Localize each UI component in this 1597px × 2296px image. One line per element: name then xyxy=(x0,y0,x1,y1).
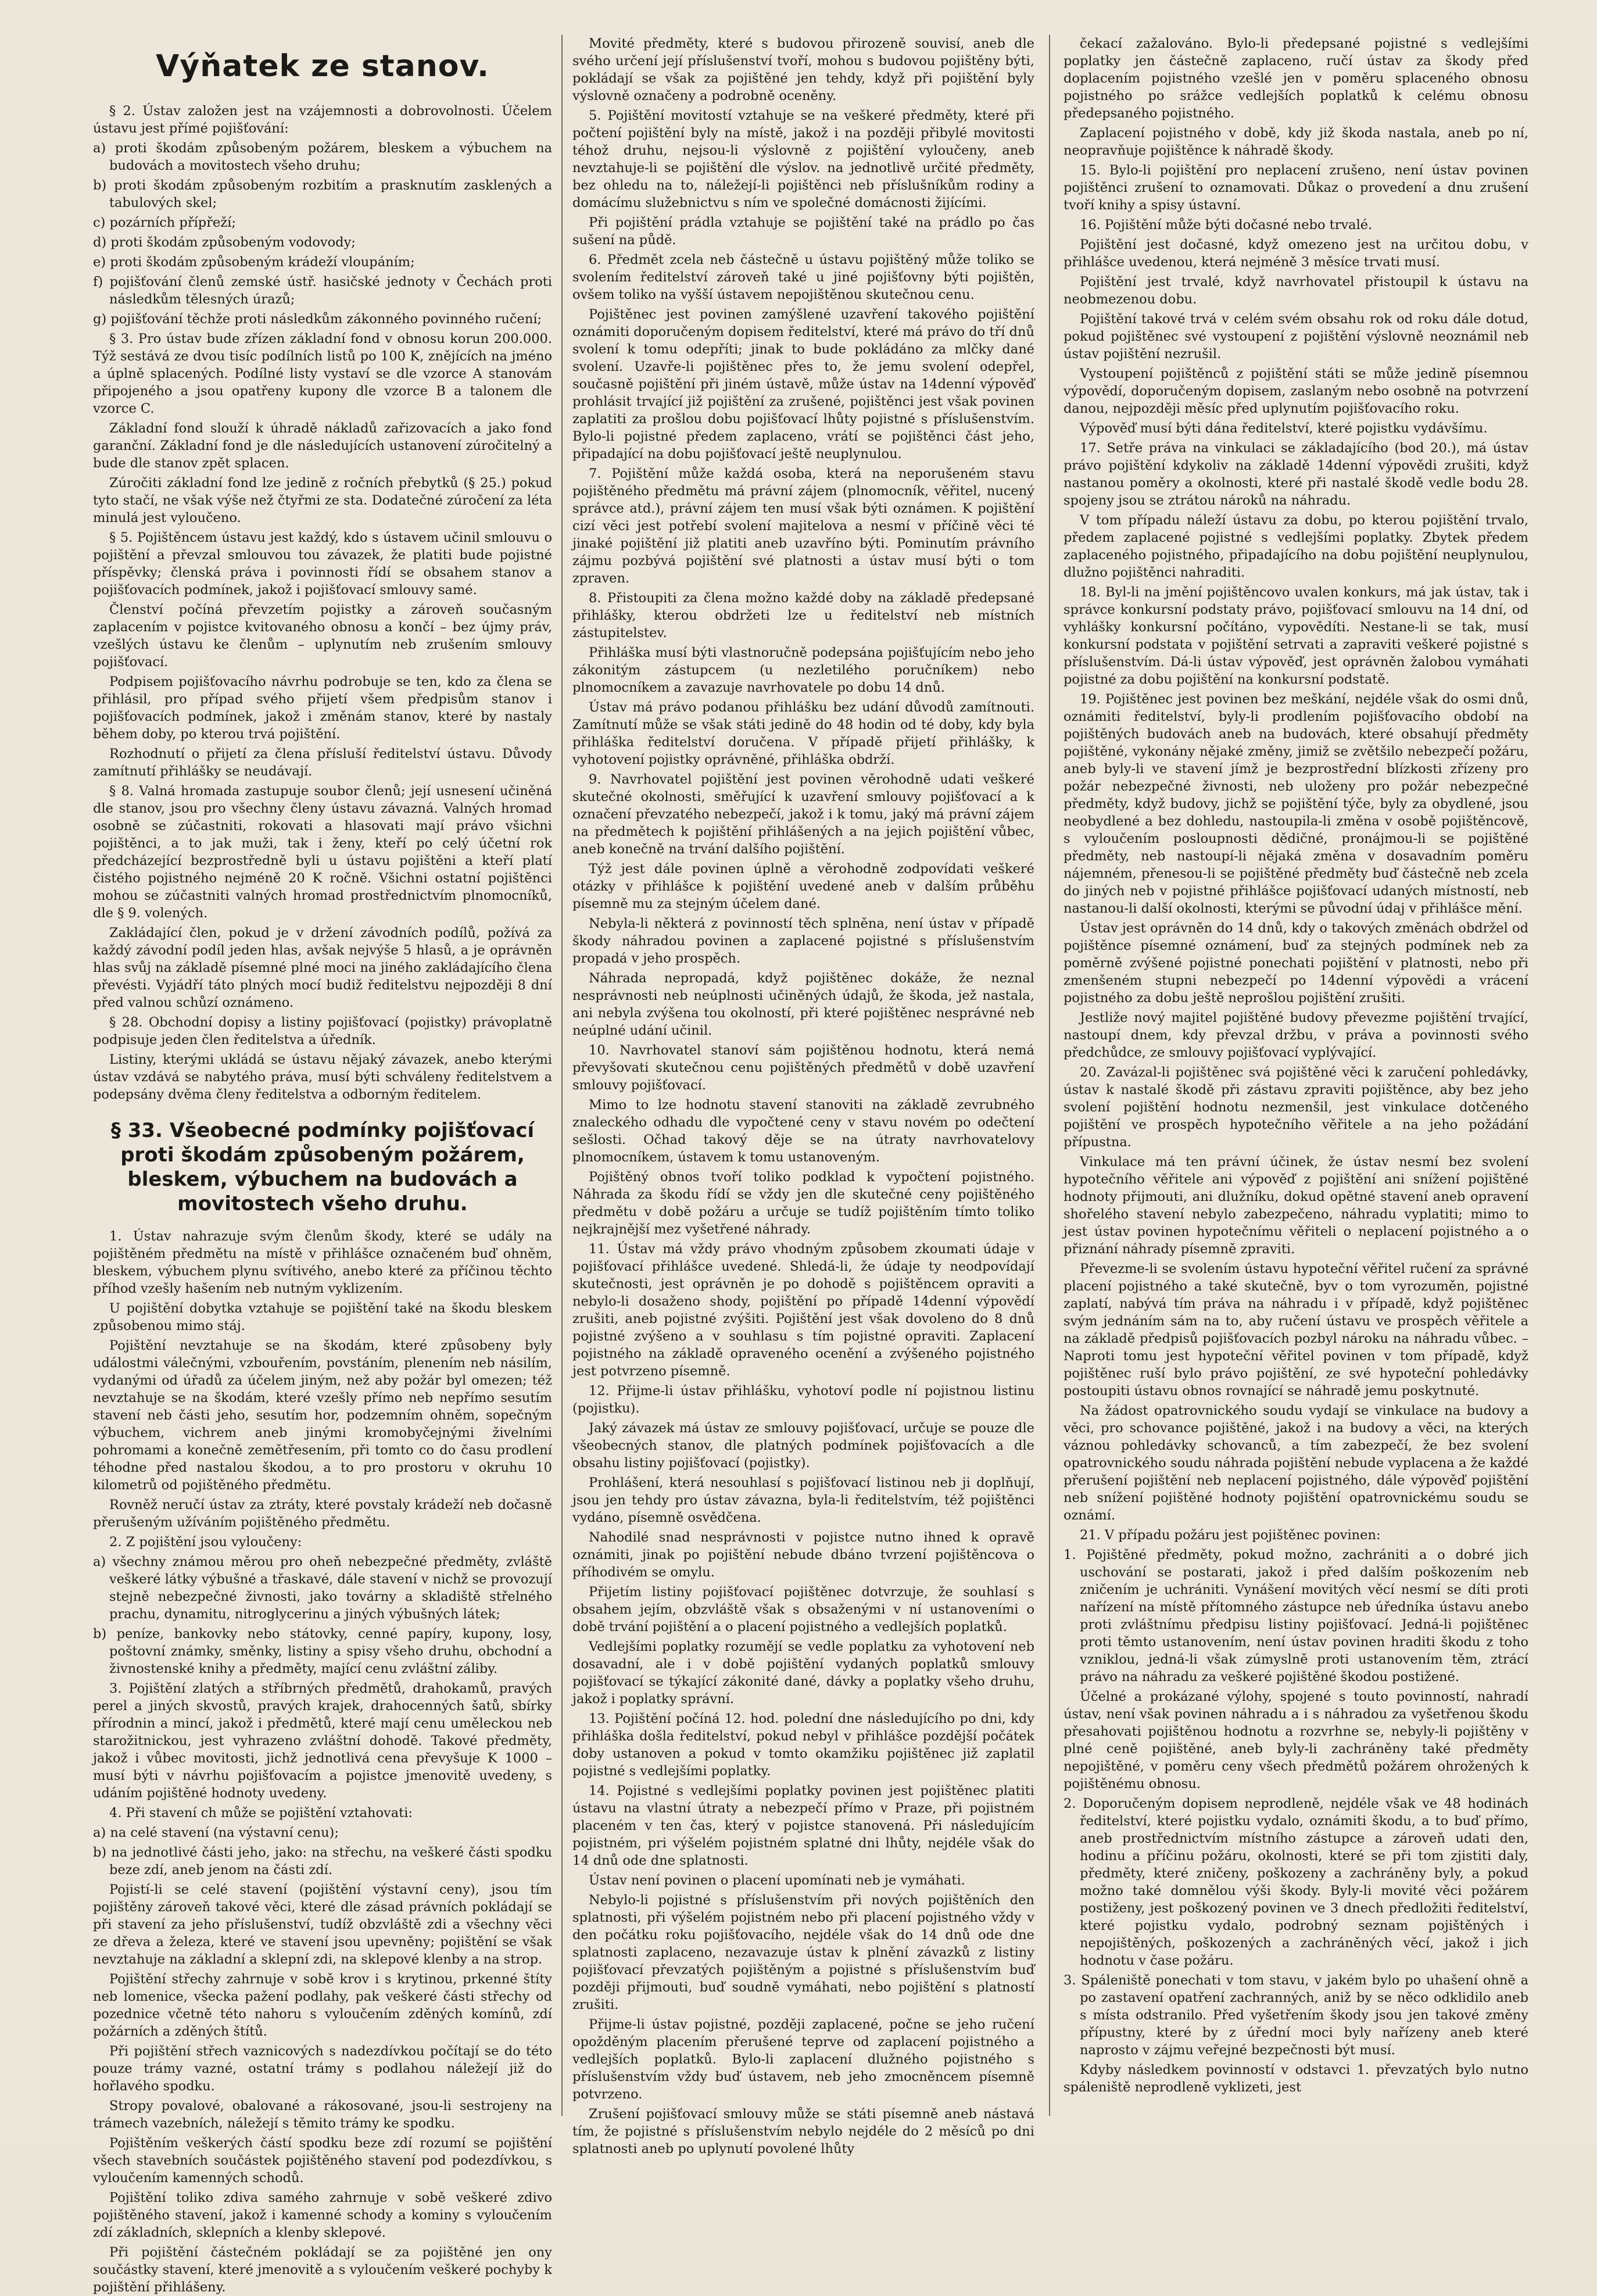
paragraph: 16. Pojištění může býti dočasné nebo trvalé. xyxy=(1080,217,1373,233)
paragraph: Převezme-li se svolením ústavu hypoteční věřitel ručení za správné placení pojistného a také skutečně, byv o tom vyrozuměn, pojistné zaplatí, nabývá tím práva na náhradu i v případě, když pojištěnec svým jednáním sám na to, aby ručení ústavu ve prospěch věřitele a na základě předpisů pojišťovacích pozbyl nároku na náhradu vůbec. – Naproti tomu jest hypoteční věřitel povinen v tom případě, když pojištěnec ruší bylo právo pojištění, ze své hypoteční pohledávky postoupiti ústavu obnos rovnající se náhradě jemu poskytnuté. xyxy=(1064,1261,1528,1399)
paragraph: Přihláška musí býti vlastnoručně podepsána pojišťujícím nebo jeho zákonitým zástupcem (u nezletilého poručníkem) nebo plnomocníkem a zavazuje navrhovatele po dobu 14 dnů. xyxy=(572,645,1034,695)
paragraph: Jaký závazek má ústav ze smlouvy pojišťovací, určuje se pouze dle všeobecných stanov, dle platných podmínek pojišťovacích a dle obsahu listiny pojišťovací (pojistky). xyxy=(572,1421,1034,1471)
paragraph: Rozhodnutí o přijetí za člena přísluší ředitelství ústavu. Důvody zamítnutí přihlášky se neudávají. xyxy=(93,746,552,779)
paragraph: Mimo to lze hodnotu stavení stanoviti na základě zevrubného znaleckého odhadu dle vypočtené ceny v stavu novém po odečtení sešlosti. Očhad takový děje se na útraty navrhovatelovy plnomocníkem, ústavem k tomu ustanoveným. xyxy=(572,1097,1034,1165)
paragraph: b) na jednotlivé části jeho, jako: na střechu, na veškeré části spodku beze zdí, aneb jenom na části zdí. xyxy=(93,1845,552,1877)
paragraph: 5. Pojištění movitostí vztahuje se na veškeré předměty, které při počtení pojištění byly na místě, jakož i na později přibylé movitosti téhož druhu, nejsou-li výslovně z pojištění vyloučeny, aneb nevztahuje-li se pojištění dle výslov. na jednotlivě určité předměty, bez ohledu na to, náležejí-li pojištěnci neb příslušníkům rodiny a domácímu služebnictvu s ním ve společné domácnosti žijícími. xyxy=(572,108,1034,210)
paragraph: Zakládající člen, pokud je v držení závodních podílů, požívá za každý závodní podíl jeden hlas, avšak nejvýše 5 hlasů, a je oprávněn hlas svůj na základě písemné plné moci na jiného zakládajícího člena převésti. Vyjádří táto plných mocí budiž ředitelstvu nejpozději 8 dní před valnou schůzí oznámeno. xyxy=(93,925,552,1010)
paragraph: Na žádost opatrovnického soudu vydají se vinkulace na budovy a věci, pro schovance pojištěné, jakož i na budovy a věci, na kterých váznou pohledávky schovanců, a tím zabezpečí, že bez svolení opatrovnického soudu náhrada pojištění nebude vyplacena a že každé přerušení pojištění neb neplacení pojistného, dále výpověď pojištění neb snížení pojištěné hodnoty pojištění opatrovnickému soudu se oznámí. xyxy=(1064,1403,1528,1523)
paragraph: Pojištění nevztahuje se na škodám, které způsobeny byly událostmi válečnými, vzbouřením, povstáním, plenením neb násilím, vydanými od úřadů za účelem jiným, než aby požár byl omezen; též nevztahuje se na škodám, které vzešly přímo neb nepřímo sesutím stavení neb části jeho, sesutím hor, podzemním ohněm, sopečným výbuchem, vichrem aneb jinými kromobyčejnými živelními pohromami a konečně zemětřesením, při tomto co do času prodlení téhodne před nastalou škodou, a to pro prostoru v okruhu 10 kilometrů od pojištěného předmětu. xyxy=(93,1338,552,1493)
paragraph: Pojištění střechy zahrnuje v sobě krov i s krytinou, prkenné štíty neb lomenice, všecka pažení podlahy, pak veškeré části střechy od pozednice včetně této nahoru s vyloučením zděných komínů, zdí požárních a zděných štítů. xyxy=(93,1972,552,2039)
paragraph: 1. Pojištěné předměty, pokud možno, zachrániti a o dobré jich uschování se postarati, jakož i před dalším poškozením neb zničením je uchrániti. Vynášení movitých věcí nesmí se díti proti nařízení na místě přítomného zástupce neb úředníka ústavu anebo proti zvláštnímu předpisu listiny pojišťovací. Jedná-li pojištěnec proti těmto ustanovením, není ústav povinen hraditi škodu z toho vzniklou, jedná-li však zúmyslně proti ustanovením těm, ztrácí právo na náhradu za veškeré pojištěné škodou postižené. xyxy=(1064,1547,1528,1685)
paragraph: Pojištění takové trvá v celém svém obsahu rok od roku dále dotud, pokud pojištěnec své vystoupení z pojištění výslovně neoznámil neb ústav pojištění nezrušil. xyxy=(1064,312,1528,362)
paragraph: 13. Pojištění počíná 12. hod. polední dne následujícího po dni, kdy přihláška došla ředitelství, pokud nebyl v přihlášce pozdější počátek doby ustanoven a pokud v tomto okamžiku pojištěnec již zaplatil pojistné s vedlejšími poplatky. xyxy=(572,1711,1034,1779)
column-rule xyxy=(561,35,563,2116)
column-rule xyxy=(1049,35,1050,2116)
paragraph: 9. Navrhovatel pojištění jest povinen věrohodně udati veškeré skutečné okolnosti, směřující k uzavření smlouvy pojišťovací a k označení převzatého nebezpečí, jakož i k tomu, jaký má právní zájem na předmětech k pojištění přihlášených a na jejich pojištění vůbec, aneb konečně na trvání dalšího pojištění. xyxy=(572,772,1034,857)
paragraph: Pojištění jest dočasné, když omezeno jest na určitou dobu, v přihlášce uvedenou, která nejméně 3 měsíce trvati musí. xyxy=(1064,237,1528,270)
column-2 xyxy=(572,35,1034,2156)
paragraph: Podpisem pojišťovacího návrhu podrobuje se ten, kdo za člena se přihlásil, pro případ svého přijetí všem předpisům stanov i pojišťovacích podmínek, jakož i změnám stanov, které by nastaly během doby, po kterou trvá pojištění. xyxy=(93,674,552,742)
paragraph: 8. Přistoupiti za člena možno každé doby na základě předepsané přihlášky, kterou obdržeti lze u ředitelství neb místních zástupitelstev. xyxy=(572,591,1034,641)
paragraph: 2. Z pojištění jsou vyloučeny: xyxy=(109,1535,302,1550)
paragraph: Náhrada nepropadá, když pojištěnec dokáže, že neznal nesprávnosti neb neúplnosti učiněných údajů, že škoda, jež nastala, ani nebyla zvýšena tou okolností, při které pojištěnec nesprávné neb neúplné udání učinil. xyxy=(572,971,1034,1038)
paragraph: Pojištěnec jest povinen zamýšlené uzavření takového pojištění oznámiti doporučeným dopisem ředitelství, které má právo do tří dnů svolení k tomu odepříti; jinak to bude pokládáno za mlčky dané svolení. Uzavře-li pojištěnec přes to, že jemu svolení odepřel, současně pojištění při jiném ústavě, může ústav na 14denní výpověď prohlásit trvající již pojištění za zrušené, pojištěnci jest však povinen zaplatiti za prošlou dobu pojišťovací lhůty pojistné s příslušenstvím. Bylo-li pojistné předem zaplaceno, vrátí se pojištěnci část jeho, připadající na dobu pojišťovací ještě neuplynulou. xyxy=(572,307,1034,462)
paragraph: Vystoupení pojištěnců z pojištění státi se může jedině písemnou výpovědí, doporučeným dopisem, zaslaným nebo osobně na potvrzení danou, nejpozději měsíc před uplynutím pojišťovacího roku. xyxy=(1064,366,1528,416)
paragraph: c) pozárních přípřeží; xyxy=(93,215,236,230)
paragraph: d) proti škodám způsobeným vodovody; xyxy=(93,235,356,250)
paragraph: 7. Pojištění může každá osoba, která na neporušeném stavu pojištěného předmětu má právní zájem (plnomocník, věřitel, nucený správce atd.), právní zájem ten musí však býti oznámen. K pojištění cizí věci jest potřebí svolení majitelova a nesmí v příčině věci té jinaké pojištění již platiti aneb uzavříno býti. Pominutím právního zájmu pozbývá pojištění své platnosti a ústav musí býti o tom zpraven. xyxy=(572,466,1034,586)
section-33-heading: § 33. Všeobecné podmínky pojišťovací proti škodám způsobeným požárem, bleskem, výbuchem na budovách a movitostech všeho druhu. xyxy=(110,1119,535,1215)
paragraph: Týž jest dále povinen úplně a věrohodně zodpovídati veškeré otázky v přihlášce k pojištění uvedené aneb v dalším průběhu písemně mu za stejným účelem dané. xyxy=(572,861,1034,911)
paragraph: 1. Ústav nahrazuje svým členům škody, které se udály na pojištěném předmětu na místě v přihlášce označeném buď ohněm, bleskem, výbuchem plynu svítivého, anebo které za příčinou těchto příhod vzešly hašením neb nutným vyklizením. xyxy=(93,1229,552,1296)
paragraph: Základní fond slouží k úhradě nákladů zařizovacích a jako fond garanční. Základní fond je dle následujících ustanovení zúročitelný a bude dle stanov zpět splacen. xyxy=(93,421,552,471)
paragraph: 6. Předmět zcela neb částečně u ústavu pojištěný může toliko se svolením ředitelství zároveň také u jiné pojišťovny býti pojištěn, ovšem toliko na vyšší ústavem nepojištěnou skutečnou cenu. xyxy=(572,252,1034,302)
paragraph: 10. Navrhovatel stanoví sám pojištěnou hodnotu, která nemá převyšovati skutečnou cenu pojištěných předmětů v době uzavření smlouvy pojišťovací. xyxy=(572,1043,1034,1093)
paragraph: 21. V případu požáru jest pojištěnec povinen: xyxy=(1080,1528,1381,1543)
paragraph: a) na celé stavení (na výstavní cenu); xyxy=(93,1825,339,1840)
paragraph: Zrušení pojišťovací smlouvy může se státi písemně aneb nástavá tím, že pojistné s příslušenstvím nebylo nejdéle do 2 měsíců po dni splatnosti aneb po uplynutí povolené lhůty xyxy=(572,2107,1034,2156)
paragraph: § 2. Ústav založen jest na vzájemnosti a dobrovolnosti. Účelem ústavu jest přímé pojišťování: xyxy=(93,103,552,136)
paragraph: Nebyla-li některá z povinností těch splněna, není ústav v případě škody náhradou povinen a zaplacené pojistné s příslušenstvím propadá v jeho prospěch. xyxy=(572,916,1034,966)
paragraph: 14. Pojistné s vedlejšími poplatky povinen jest pojištěnec platiti ústavu na vlastní útraty a nebezpečí přímo v Praze, při pojistném placeném v ten čas, který v pojistce stanovená. Při následujícím pojistném, pri výšelém pojistném splatné dni lhůty, nejdéle však do 14 dnů ode dne splatnosti. xyxy=(572,1783,1034,1868)
paragraph: 3. Pojištění zlatých a stříbrných předmětů, drahokamů, pravých perel a jiných skvostů, pravých krajek, drahocenných šatů, sbírky přírodnin a mincí, jakož i předmětů, které mají cenu uměleckou neb starožitnickou, jest vyhrazeno zvláštní dohodě. Takové předměty, jakož i vůbec movitosti, jichž jednotlivá cena převyšuje K 1000 – musí býti v návrhu pojišťovacím a pojistce jmenovitě uvedeny, s udáním pojištěné hodnoty uvedeny. xyxy=(93,1681,552,1801)
paragraph: 20. Zavázal-li pojištěnec svá pojištěné věci k zaručení pohledávky, ústav k nastalé škodě při zástavu zpraviti pojištěnce, aby bez jeho svolení pojištění hodnotu nezmenšil, jest vinkulace dotčeného pojištění ve prospěch hypotečního věřitele a na jeho požádání přípustna. xyxy=(1064,1065,1528,1150)
paragraph: V tom případu náleží ústavu za dobu, po kterou pojištění trvalo, předem zaplacené pojistné s vedlejšími poplatky. Zbytek předem zaplaceného pojistného, připadajícího na dobu pojištění neuplynulou, dlužno pojištěnci nahraditi. xyxy=(1064,513,1528,580)
paragraph: Pojištěný obnos tvoří toliko podklad k vypočtení pojistného. Náhrada za škodu řídí se vždy jen dle skutečné ceny pojištěného předmětu v době požáru a určuje se tudíž pojištěním tímto toliko nejkrajnější mez vyšetřené náhrady. xyxy=(572,1170,1034,1237)
paragraph: Ústav má právo podanou přihlášku bez udání důvodů zamítnouti. Zamítnutí může se však státi jedině do 48 hodin od té doby, kdy byla přihláška ředitelství doručena. V případě přijetí přihlášky, k vyhotovení pojistky oprávněné, přihláška obdrží. xyxy=(572,700,1034,767)
paragraph: Movité předměty, které s budovou přirozeně souvisí, aneb dle svého určení její příslušenství tvoří, mohou s budovou pojištěny býti, pokládají se však za pojištěné jen tehdy, když při pojištění byly výslovně označeny a podrobně oceněny. xyxy=(572,36,1034,103)
paragraph: g) pojišťování těchže proti následkům zákonného povinného ručení; xyxy=(93,312,542,327)
paragraph: f) pojišťování členů zemské ústř. hasičské jednoty v Čechách proti následkům tělesných úrazů; xyxy=(93,274,552,307)
paragraph: 15. Bylo-li pojištění pro neplacení zrušeno, není ústav povinen pojištěnci zrušení to oznamovati. Důkaz o provedení a dnu zrušení tvoří knihy a spisy ústavní. xyxy=(1064,163,1528,213)
paragraph: Přijetím listiny pojišťovací pojištěnec dotvrzuje, že souhlasí s obsahem jejím, obzvláště však s obsaženými v ní ustanoveními o době trvání pojištění a o placení pojistného a vedlejších poplatků. xyxy=(572,1585,1034,1635)
column-1 xyxy=(93,35,552,2295)
paragraph: b) proti škodám způsobeným rozbitím a prasknutím zasklených a tabulových skel; xyxy=(93,178,552,210)
paragraph: Ústav není povinen o placení upomínati neb je vymáhati. xyxy=(589,1873,965,1888)
paragraph: Stropy povalové, obalované a rákosované, jsou-li sestrojeny na trámech vazebních, náležejí s těmito trámy ke spodku. xyxy=(93,2098,552,2131)
paragraph: čekací zažalováno. Bylo-li předepsané pojistné s vedlejšími poplatky jen částečně zaplaceno, ručí ústav za škody před doplacením pojistného vzešlé jen v poměru splaceného obnosu pojistného po srážce vedlejších poplatků k celému obnosu předepsaného pojistného. xyxy=(1064,36,1528,121)
paragraph: Účelné a prokázané výlohy, spojené s touto povinností, nahradí ústav, není však povinen náhradu a i s náhradou za vyšetřenou škodu přesahovati pojištěnou hodnotu a rozvrhne se, nebyly-li pojištěny v plné ceně pojištěné, aneb byly-li zachráněny také předměty nepojištěné, v poměru ceny všech předmětů požárem ohrožených k pojištěnému obnosu. xyxy=(1064,1689,1528,1791)
paragraph: Pojištěním veškerých částí spodku beze zdí rozumí se pojištění všech stavebních součástek pojištěného stavení pod podezdívkou, s vyloučením kamenných schodů. xyxy=(93,2136,552,2186)
paragraph: Vinkulace má ten právní účinek, že ústav nesmí bez svolení hypotečního věřitele ani výpověď z pojištění ani snížení pojištěné hodnoty přijmouti, ani dlužníku, dokud opětné stavení aneb opravení shořelého stavení nebylo zabezpečeno, náhradu vyplatiti; mimo to jest ústav povinen hypotečnímu věřiteli o neplacení pojistného a o přiznání náhrady písemně zpraviti. xyxy=(1064,1154,1528,1257)
paragraph: b) peníze, bankovky nebo státovky, cenné papíry, kupony, losy, poštovní známky, směnky, listiny a spisy všeho druhu, obchodní a živnostenské knihy a předměty, mající cenu zvláštní záliby. xyxy=(93,1626,552,1676)
paragraph: a) proti škodám způsobeným požárem, bleskem a výbuchem na budovách a movitostech všeho druhu; xyxy=(93,141,552,173)
paragraph: Při pojištění střech vaznicových s nadezdívkou počítají se do této pouze trámy vazné, ostatní trámy s podlahou náležejí již do hořlavého spodku. xyxy=(93,2044,552,2094)
column-2-paragraphs xyxy=(572,35,1034,2158)
paragraph: e) proti škodám způsobeným krádeží vloupáním; xyxy=(93,255,415,270)
paragraph: Listiny, kterými ukládá se ústavu nějaký závazek, anebo kterými ústav vzdává se nabytého práva, musí býti schváleny ředitelstvem a podepsány dvěma členy ředitelstva a odborným ředitelem. xyxy=(93,1052,552,1102)
paragraph: Zúročiti základní fond lze jedině z ročních přebytků (§ 25.) pokud tyto stačí, ne však výše než čtyřmi ze sta. Dodatečné zúročení za léta minulá jest vyloučeno. xyxy=(93,475,552,525)
document-title: Výňatek ze stanov. xyxy=(156,49,489,84)
paragraph: Členství počíná převzetím pojistky a zároveň současným zaplacením v pojistce kvitovaného obnosu a končí – bez újmy práv, vzešlých ústavu ke členům – uplynutím neb zrušením smlouvy pojišťovací. xyxy=(93,602,552,670)
paragraph: 19. Pojištěnec jest povinen bez meškání, nejdéle však do osmi dnů, oznámiti ředitelství, byly-li prodlením pojišťovacího období na pojištěných budovách aneb na budovách, které obsahují předměty pojištěné, vykonány nějaké změny, jimiž se zvětšilo nebezpečí požáru, aneb byly-li ve stavení jímž je bezprostřední blízkosti zřízeny pro požár nebezpečné živnosti, neb uloženy pro požár nebezpečné předměty, když budovy, jichž se pojištění týče, byly za obydlené, jsou neobydlené a bez dohledu, nastoupila-li změna v osobě pojištěncově, s vyloučením posloupnosti dědičné, pronájmou-li se pojištěné předměty, neb nastoupí-li nějaká změna v dosavadním poměru nájemném, přenesou-li se pojištěné předměty buď částečně neb zcela do jiných neb v pojistné přihlášce pojišťovací udaných místností, neb nastanou-li další okolnosti, kterými se původní údaj v přihlášce mění. xyxy=(1064,692,1528,916)
paragraph: 12. Přijme-li ústav přihlášku, vyhotoví podle ní pojistnou listinu (pojistku). xyxy=(572,1383,1034,1416)
paragraph: Ústav jest oprávněn do 14 dnů, kdy o takových změnách obdržel od pojištěnce písemné oznámení, buď za stejných podmínek neb za poměrně zvýšené pojistné ponechati pojištění v platnosti, nebo při zmenšeném stupni nebezpečí po 14denní výpovědi a vrácení pojistného za dobu ještě neprošlou pojištění zrušiti. xyxy=(1064,921,1528,1006)
paragraph: 4. Při stavení ch může se pojištění vztahovati: xyxy=(109,1805,413,1821)
paragraph: 2. Doporučeným dopisem neprodleně, nejdéle však ve 48 hodinách ředitelství, které pojistku vydalo, oznámiti škodu, a to buď přímo, aneb prostřednictvím místního zástupce a zároveň udati den, hodinu a příčinu požáru, okolnosti, které se při tom zjistiti daly, předměty, které zničeny, poškozeny a zachráněny byly, a pokud možno také domnělou výši škody. Byly-li movité věci požárem postiženy, jest poškozený povinen ve 3 dnech předložiti ředitelství, které pojistku vydalo, podrobný seznam pojištěných i nepojištěných, poškozených a zachráněných věcí, jakož i jich hodnotu v čase požáru. xyxy=(1064,1796,1528,1968)
column-3-paragraphs xyxy=(1064,35,1528,2096)
column-1-paragraphs-b xyxy=(93,1228,552,2296)
paragraph: 11. Ústav má vždy právo vhodným způsobem zkoumati údaje v pojišťovací přihlášce uvedené. Shledá-li, že údaje ty neodpovídají skutečnosti, jest oprávněn je po dohodě s pojištěncem opraviti a nebylo-li dosaženo shody, pojištění po případě 14denní výpovědí zrušiti, aneb pojistné zvýšiti. Pojištění jest však dovoleno do 8 dnů pojistné zvýšeno a v souhlasu s tím pojistné opraviti. Zaplacení pojistného na základě opraveného ocenění a zvýšeného pojistného jest potvrzeno písemně. xyxy=(572,1242,1034,1379)
column-1-paragraphs xyxy=(93,102,552,1103)
paragraph: Nebylo-li pojistné s příslušenstvím při nových pojištěních den splatnosti, při výšelém pojistném nebo při placení pojistného vždy v den počátku roku pojišťovacího, nejdéle však do 14 dnů ode dne splatnosti zaplaceno, nezavazuje ústav k plnění závazků z listiny pojišťovací převzatých pojištěným a pojistné s příslušenstvím buď později přijmouti, buď soudně vymáhati, nebo pojištění s platností zrušiti. xyxy=(572,1893,1034,2012)
paragraph: Zaplacení pojistného v době, kdy již škoda nastala, aneb po ní, neopravňuje pojištěnce k náhradě škody. xyxy=(1064,126,1528,158)
paragraph: Přijme-li ústav pojistné, později zaplacené, počne se jeho ručení opožděným placením přerušené teprve od zaplacení pojistného a vedlejších poplatků. Bylo-li zaplacení dlužného pojistného s příslušenstvím vždy buď ústavem, neb jeho zmocněncem písemně potvrzeno. xyxy=(572,2017,1034,2102)
paragraph: 18. Byl-li na jmění pojištěncovo uvalen konkurs, má jak ústav, tak i správce konkursní podstaty právo, pojišťovací smlouvu na 14 dní, od vyhlášky konkursní počítáno, vypovědíti. Nestane-li se tak, musí konkursní podstata v pojištění setrvati a zapraviti veškeré pojistné s příslušenstvím. Dá-li ústav výpověď, jest oprávněn žalobou vymáhati pojistné za dobu pojištění na konkursní podstatě. xyxy=(1064,585,1528,687)
paragraph: Jestliže nový majitel pojištěné budovy převezme pojištění trvající, nastoupí dnem, kdy převzal držbu, v práva a povinnosti svého předchůdce, ze smlouvy pojišťovací vyplývající. xyxy=(1064,1010,1528,1060)
paragraph: Nahodilé snad nesprávnosti v pojistce nutno ihned k opravě oznámiti, jinak po pojištění nebude dbáno tvrzení pojištěncova o příhodivém se omylu. xyxy=(572,1530,1034,1580)
paragraph: 3. Spáleniště ponechati v tom stavu, v jakém bylo po uhašení ohně a po zastavení opatření zachranných, aniž by se něco odklidilo aneb s místa odstranilo. Před vyšetřením škody jsou jen takové změny přípustny, které by z úřední moci byly nařízeny aneb které naprosto v zájmu veřejné bezpečnosti být musí. xyxy=(1064,1973,1528,2058)
column-3 xyxy=(1064,35,1528,2127)
paragraph: Při pojištění částečném pokládají se za pojištěné jen ony součástky stavení, které jmenovitě a s vyloučením veškeré pochyby k pojištění přihlášeny. xyxy=(93,2245,552,2295)
paragraph: Kdyby následkem povinností v odstavci 1. převzatých bylo nutno spáleniště neprodleně vyklizeti, jest xyxy=(1064,2062,1528,2095)
paragraph: Výpověď musí býti dána ředitelství, které pojistku vydávšímu. xyxy=(1080,421,1488,436)
paragraph: U pojištění dobytka vztahuje se pojištění také na škodu bleskem způsobenou mimo stáj. xyxy=(93,1301,552,1333)
paragraph: § 5. Pojištěncem ústavu jest každý, kdo s ústavem učinil smlouvu o pojištění a převzal smlouvou tou závazek, že platiti bude pojistné příspěvky; členská práva i povinnosti řídí se obsahem stanov a pojišťovacích podmínek, jakož i pojišťovací smlouvy samé. xyxy=(93,530,552,598)
paragraph: Pojištění toliko zdiva samého zahrnuje v sobě veškeré zdivo pojištěného stavení, jakož i kamenné schody a kominy s vyloučením zdí základních, sklepních a klenby sklepové. xyxy=(93,2190,552,2240)
paragraph: § 8. Valná hromada zastupuje soubor členů; její usnesení učiněná dle stanov, jsou pro všechny členy ústavu závazná. Valných hromad osobně se zúčastniti, rokovati a hlasovati mají právo všichni pojištěnci, a to jak muži, tak i ženy, kteří po celý účetní rok předcházející bezprostředně byli u ústavu pojištěni a kteří platí čistého pojistného nejméně 20 K ročně. Všichni ostatní pojištěnci mohou se zúčastniti valných hromad prostřednictvím plnomocníků, dle § 9. volených. xyxy=(93,784,552,921)
paragraph: Prohlášení, která nesouhlasí s pojišťovací listinou neb ji doplňují, jsou jen tehdy pro ústav závazna, byla-li ředitelstvím, též pojištěnci vydáno, písemně osvědčena. xyxy=(572,1475,1034,1525)
paragraph: 17. Setře práva na vinkulaci se základajícího (bod 20.), má ústav právo pojištění kdykoliv na základě 14denní výpovědi zrušiti, když nastanou poměry a okolnosti, které při nastalé škodě vedle bodu 28. spojeny jsou se ztrátou nároků na náhradu. xyxy=(1064,441,1528,508)
paragraph: § 3. Pro ústav bude zřízen základní fond v obnosu korun 200.000. Týž sestává ze dvou tisíc podílních listů po 100 K, znějících na jméno a úplně splacených. Podílné listy vystaví se dle vzorce A stanovám připojeného a jsou opatřeny kupony dle vzorce B a talonem dle vzorce C. xyxy=(93,331,552,416)
paragraph: Pojistí-li se celé stavení (pojištění výstavní ceny), jsou tím pojištěny zároveň takové věci, které dle zásad právních pokládají se při stavení za jeho příslušenství, tudíž obzvláště zdi a všechny věci ze dřeva a železa, které ve stavení jsou upevněny; pojištění se však nevztahuje na základní a sklepní zdi, na sklepové klenby a na strop. xyxy=(93,1882,552,1967)
paragraph: Pojištění jest trvalé, když navrhovatel přistoupil k ústavu na neobmezenou dobu. xyxy=(1064,274,1528,307)
paragraph: Rovněž neručí ústav za ztráty, které povstaly krádeží neb dočasně přerušeným užíváním pojištěného předmětu. xyxy=(93,1497,552,1530)
paragraph: a) všechny známou měrou pro oheň nebezpečné předměty, zvláště veškeré látky výbušné a třaskavé, dále stavení v nichž se provozují stejně nebezpečné živnosti, jako továrny a skladiště střelného prachu, dynamitu, nitroglycerinu a jiných výbušných látek; xyxy=(93,1554,552,1622)
paragraph: § 28. Obchodní dopisy a listiny pojišťovací (pojistky) právoplatně podpisuje jeden člen ředitelstva a úředník. xyxy=(93,1015,552,1047)
paragraph: Vedlejšími poplatky rozumějí se vedle poplatku za vyhotovení neb dosavadní, ale i v době pojištění vydaných poplatků smlouvy pojišťovací se týkající zákonité dané, dávky a poplatky všeho druhu, jakož i poplatky správní. xyxy=(572,1639,1034,1707)
paragraph: Při pojištění prádla vztahuje se pojištění také na prádlo po čas sušení na půdě. xyxy=(572,215,1034,248)
